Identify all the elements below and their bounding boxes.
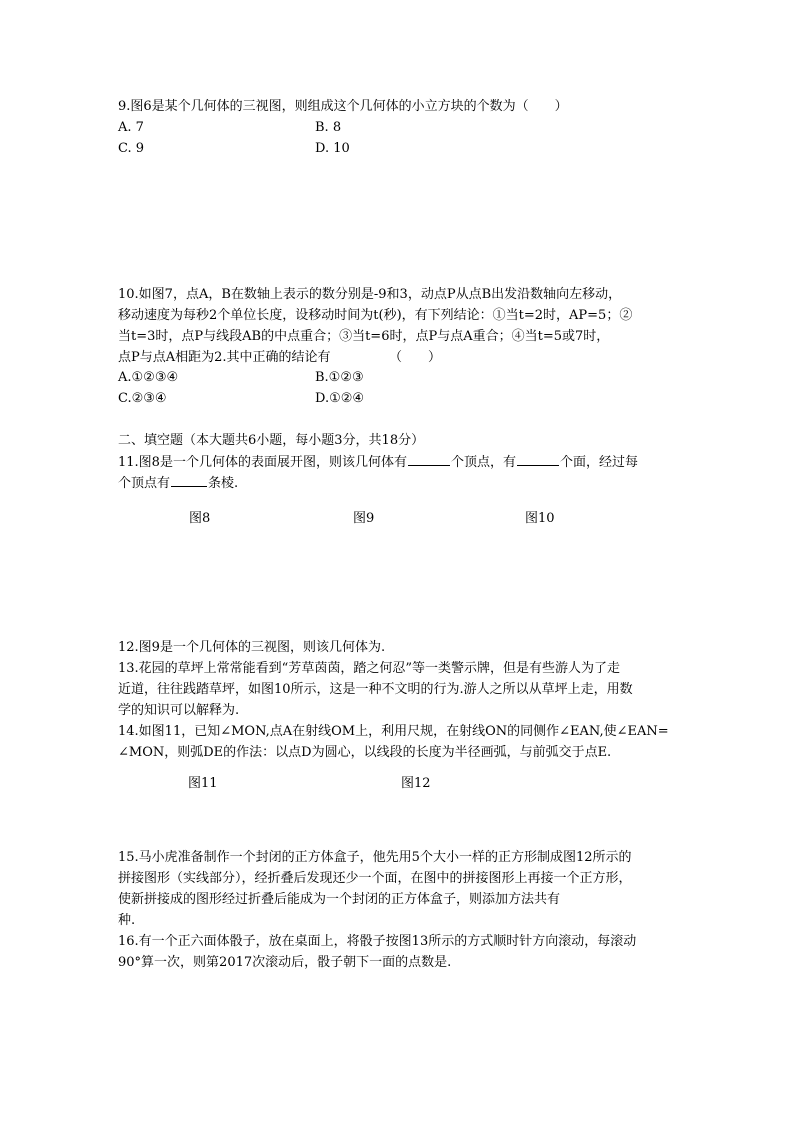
q11-line-1 (118, 451, 638, 473)
q10-line-2: 移动速度为每秒2个单位长度，设移动时间为t(秒)，有下列结论：①当t=2时，AP=5；② (118, 308, 633, 323)
q10-line-4: 点P与点A相距为2.其中正确的结论有 （ ） (118, 350, 442, 365)
q15-line-3: 使新拼接成的图形经过折叠后能成为一个封闭的正方体盒子，则添加方法共有 (118, 892, 561, 907)
q9-stem: 9.图6是某个几何体的三视图，则组成这个几何体的小立方块的个数为（ ） (118, 99, 568, 114)
q10-option-b: B.①②③ (315, 370, 364, 385)
q9-option-d: D. 10 (315, 141, 350, 156)
q11-blank-edges (171, 472, 207, 487)
q15-line-2: 拼接图形（实线部分），经折叠后发现还少一个面，在图中的拼接图形上再接一个正方形， (118, 871, 632, 886)
q9-option-b: B. 8 (315, 120, 342, 135)
q11-part-5: 条棱. (208, 476, 239, 491)
q10-option-d: D.①②④ (315, 391, 365, 406)
q11-part-2: 个顶点，有 (450, 455, 516, 470)
q11-line-2 (118, 472, 238, 494)
q13-line-3: 学的知识可以解释为. (118, 703, 240, 718)
q14-line-1: 14.如图11，已知∠MON,点A在射线OM上，利用尺规，在射线ON的同侧作∠EAN,使∠EAN= (118, 724, 669, 739)
figure-11-caption: 图11 (188, 776, 218, 791)
q10-line-1: 10.如图7，点A，B在数轴上表示的数分别是-9和3，动点P从点B出发沿数轴向左移动， (118, 287, 622, 302)
q10-line-3: 当t=3时，点P与线段AB的中点重合；③当t=6时，点P与点A重合；④当t=5或7时， (118, 329, 610, 344)
figure-8-caption: 图8 (189, 511, 211, 526)
q10-option-c: C.②③④ (118, 391, 167, 406)
q12-line: 12.图9是一个几何体的三视图，则该几何体为. (118, 640, 386, 655)
q11-part-3: 个面，经过每 (559, 455, 638, 470)
figure-12-caption: 图12 (401, 776, 431, 791)
q13-line-2: 近道，往往践踏草坪，如图10所示，这是一种不文明的行为.游人之所以从草坪上走，用数 (118, 682, 633, 697)
q15-line-1: 15.马小虎准备制作一个封闭的正方体盒子，他先用5个大小一样的正方形制成图12所示的 (118, 850, 632, 865)
q11-blank-vertices (408, 451, 450, 466)
q11-blank-faces (517, 451, 559, 466)
q9-option-c: C. 9 (118, 141, 145, 156)
figure-10-caption: 图10 (525, 511, 555, 526)
q13-line-1: 13.花园的草坪上常常能看到“芳草茵茵，踏之何忍”等一类警示牌，但是有些游人为了走 (118, 661, 620, 676)
q16-line-2: 90°算一次，则第2017次滚动后，骰子朝下一面的点数是. (118, 955, 452, 970)
q15-line-4: 种. (118, 913, 136, 928)
q11-part-4: 个顶点有 (118, 476, 171, 491)
q10-option-a: A.①②③④ (118, 370, 179, 385)
section-2-heading: 二、填空题（本大题共6小题，每小题3分，共18分） (118, 433, 425, 448)
q9-option-a: A. 7 (118, 120, 144, 135)
figure-9-caption: 图9 (353, 511, 375, 526)
q16-line-1: 16.有一个正六面体骰子，放在桌面上，将骰子按图13所示的方式顺时针方向滚动，每滚动 (118, 934, 637, 949)
q14-line-2: ∠MON，则弧DE的作法：以点D为圆心，以线段的长度为半径画弧，与前弧交于点E. (118, 745, 612, 760)
q11-part-1: 11.图8是一个几何体的表面展开图，则该几何体有 (118, 455, 407, 470)
